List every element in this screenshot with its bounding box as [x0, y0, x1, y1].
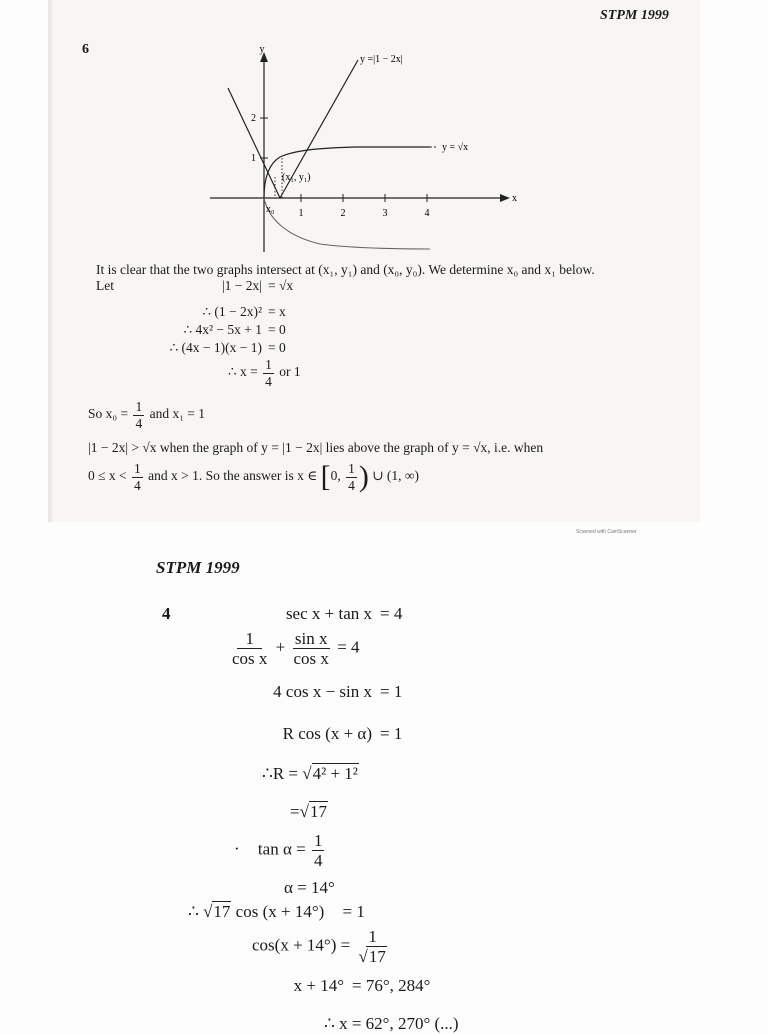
step-3-rhs: = 0 — [268, 322, 286, 337]
solution-eq: = — [250, 364, 258, 380]
eq7-line — [234, 832, 326, 869]
x-axis-label: x — [512, 193, 517, 204]
eq3-rhs: = 1 — [380, 682, 403, 701]
page-header: STPM 1999 — [600, 8, 669, 23]
interval-close-paren: ) — [358, 460, 369, 493]
eq2-line — [228, 630, 360, 667]
x0-label: x₀ — [266, 204, 275, 215]
eq6-radicand: 17 — [309, 802, 327, 821]
abs-curve-label: y =|1 − 2x| — [360, 54, 403, 65]
eq7-lhs: tan α = — [257, 839, 306, 859]
step-2-lhs: ∴ (1 − 2x)² — [202, 304, 262, 319]
interval-start: 0, — [330, 468, 341, 484]
answer-line — [88, 462, 419, 492]
eq3-lhs: 4 cos x − sin x — [273, 682, 372, 701]
intersection-label: (x₁, y₁) — [282, 172, 311, 183]
roots-den: 4 — [135, 415, 143, 431]
page-edge — [48, 0, 52, 522]
let-label: Let — [96, 278, 114, 293]
x-tick-label-4: 4 — [424, 208, 430, 219]
eq9-pre: ∴ — [188, 902, 199, 921]
eq10-radicand: 17 — [368, 947, 386, 966]
y-axis-label: y — [259, 44, 265, 55]
x-tick-label-1: 1 — [298, 208, 304, 219]
roots-line — [88, 400, 205, 430]
solution-num: 1 — [265, 357, 272, 372]
step-4-rhs: = 0 — [268, 340, 286, 355]
x-tick-label-3: 3 — [382, 208, 388, 219]
scanner-watermark: Scanned with CamScanner — [576, 529, 637, 535]
eq10-den — [356, 947, 388, 965]
eq9-radicand: 17 — [213, 902, 231, 921]
roots-num: 1 — [135, 399, 143, 414]
eq2-rhs: = 4 — [337, 637, 360, 657]
page-header-2: STPM 1999 — [156, 558, 240, 577]
eq5-line — [262, 764, 359, 784]
eq10-num: 1 — [368, 927, 377, 946]
function-graph — [200, 40, 520, 255]
inequality-expr: |1 − 2x| > √x — [88, 440, 157, 455]
eq11-lhs: x + 14° — [293, 976, 344, 995]
question-number-2: 4 — [162, 604, 171, 623]
eq10-sqrt: √17 — [358, 947, 386, 966]
answer-range: 0 ≤ x < — [88, 468, 127, 484]
x-axis-arrow — [500, 194, 510, 202]
eq9-lhs: cos (x + 14°) — [235, 902, 325, 921]
eq11-rhs: = 76°, 284° — [352, 976, 431, 995]
answer-den: 4 — [134, 477, 141, 493]
step-3-lhs: ∴ 4x² − 5x + 1 — [183, 322, 262, 337]
eq9-sqrt: √17 — [203, 902, 231, 921]
eq10-lhs: cos(x + 14°) = — [252, 935, 351, 955]
x-tick-label-2: 2 — [340, 208, 346, 219]
y-tick-label-2: 2 — [251, 113, 256, 124]
eq5-radicand: 4² + 1² — [312, 764, 358, 783]
eq4-rhs: = 1 — [380, 724, 403, 743]
answer-text: and x > 1. So the answer is x ∈ — [148, 468, 318, 484]
solution-lhs: ∴ x — [228, 364, 247, 380]
step-1-lhs: |1 − 2x| — [221, 278, 262, 293]
eq2-fraction-2 — [292, 630, 331, 667]
eq12-line: ∴ x = 62°, 270° (...) — [324, 1014, 459, 1033]
eq5-pre: ∴R = — [262, 764, 298, 783]
step-2-rhs: = x — [268, 304, 286, 319]
eq6-line — [290, 802, 328, 822]
y-tick-label-1: 1 — [251, 153, 256, 164]
eq2-num-1: 1 — [237, 630, 262, 649]
eq2-num-2: sin x — [294, 629, 328, 648]
answer-num: 1 — [134, 461, 141, 476]
eq10-fraction — [356, 928, 388, 965]
solution-fraction — [263, 358, 274, 388]
eq4-lhs: R cos (x + α) — [282, 724, 372, 743]
roots-fraction — [133, 400, 144, 430]
lower-branch-curve — [264, 198, 430, 249]
eq1-lhs: sec x + tan x — [285, 604, 372, 623]
eq8-line: α = 14° — [284, 878, 335, 897]
solution-line — [228, 358, 301, 388]
eq5-sqrt: √4² + 1² — [302, 764, 358, 783]
eq10-line — [252, 928, 391, 965]
eq9-rhs: = 1 — [342, 902, 365, 921]
answer-fraction — [132, 462, 143, 492]
solution-den: 4 — [265, 373, 272, 389]
eq2-fraction-1 — [230, 630, 269, 667]
eq7-den: 4 — [313, 851, 323, 870]
sqrt-curve-label: y = √x — [442, 142, 469, 153]
eq2-den-2: cos x — [293, 649, 329, 668]
question-number: 6 — [82, 42, 89, 57]
interval-fraction — [346, 462, 357, 492]
interval-den: 4 — [348, 477, 355, 493]
eq7-fraction — [312, 832, 325, 869]
eq2-plus: + — [275, 637, 286, 657]
eq7-dot: · — [234, 839, 240, 859]
interval-open-bracket: [ — [320, 460, 331, 493]
interval-num: 1 — [348, 461, 355, 476]
interval-union: ∪ (1, ∞) — [372, 468, 420, 484]
eq6-sqrt: √17 — [299, 802, 327, 821]
roots-pre: So x₀ = — [88, 406, 129, 422]
solution-tail: or 1 — [279, 364, 301, 380]
intro-text: It is clear that the two graphs intersect at (x₁, y₁) and (x₀, y₀). We determine x₀ and x₁ below. — [96, 262, 595, 277]
eq2-den-1: cos x — [232, 649, 268, 668]
eq7-num: 1 — [313, 831, 323, 850]
eq1-rhs: = 4 — [380, 604, 403, 623]
eq9-line — [188, 902, 365, 922]
inequality-line — [88, 440, 543, 456]
inequality-desc: when the graph of y = |1 − 2x| lies above the graph of y = √x, i.e. when — [159, 440, 544, 455]
roots-post: and x₁ = 1 — [149, 406, 206, 422]
step-4-lhs: ∴ (4x − 1)(x − 1) — [169, 340, 262, 355]
step-1-rhs: = √x — [268, 278, 294, 293]
eq6-pre: = — [290, 802, 300, 821]
